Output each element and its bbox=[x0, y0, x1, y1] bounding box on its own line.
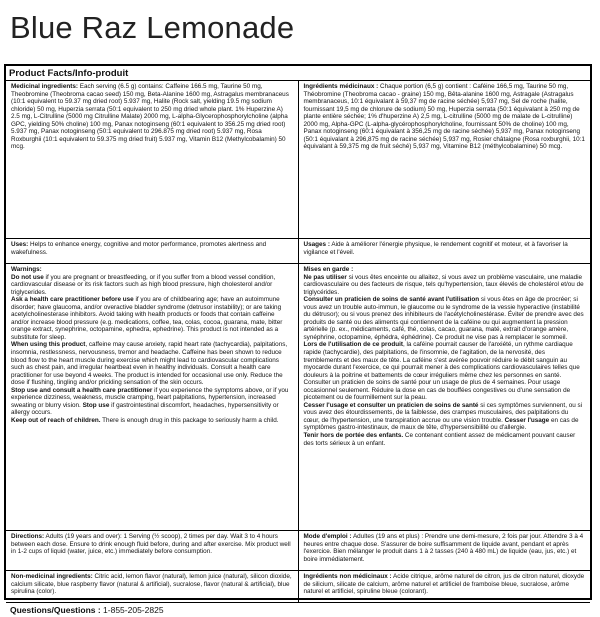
medicinal-ingredients-fr: Ingrédients médicinaux : Chaque portion (6,5 g) contient : Caféine 166,5 mg, Taurine 50 mg, Théobromine (Theobroma cacao - graine) 150 mg, Bêta-alanine 1600 mg, Astragale (Astragalus membranaceus, 10:1 équivalant à 59,37 mg de racine séchée) 5,937 mg, Sel de roche (halite, fournissant 19,5 mg de chlorure de sodium) 50 mg, Huperzia serrata (50:1 équivalant à 250 mg de plante entière séchée; 1% d'huperzine A) 2,5 mg, L-citrulline (5000 mg de malate de L-citrulline) 2000 mg, Alpha-GPC (L-alpha-glycérophosphorylcholine, fournissant 50% de choline) 100 mg, Panax notoginseng (60:1 équivalant à 356,25 mg de racine séchée) 5,937 mg, Panax notoginseng (50:1 équivalant à 296,875 mg de racine séchée) 5,937 mg, Rosier châtaigne (Rosa roxburghii, 10:1 équivalant à 59,375 mg de fruit séché) 5,937 mg, Vitamine B12 (méthylcobalamine) 50 mcg. bbox=[298, 81, 591, 238]
uses-en: Uses: Helps to enhance energy, cognitive and motor performance, promotes alertness and wakefulness. bbox=[11, 241, 267, 256]
warnings-row bbox=[6, 264, 590, 531]
medicinal-ingredients-row bbox=[6, 81, 590, 239]
non-medicinal-ingredients-row bbox=[6, 571, 590, 603]
medicinal-ingredients-en: Medicinal ingredients: Each serving (6.5 g) contains: Caffeine 166.5 mg, Taurine 50 mg, Theobromine (Theobroma cacao seed) 150 mg, Beta-Alanine 1600 mg, Astragalus membranaceus (10:1 equivalent to 59.37 mg dried root) 5.937 mg, Halite (Rock salt, yielding 19.5 mg sodium chloride) 50 mg, Huperzia serrata (50:1 equivalent to 250 mg dried whole plant. 1% Huperzine A) 2.5 mg, L-Citrulline (5000 mg Citrulline Malate) 2000 mg, L-alpha-Glycerophosphorylcholine (alpha GPC, yielding 50% choline) 100 mg, Panax notoginseng (60:1 equivalent to 356.25 mg dried root) 5.937 mg, Panax notoginseng (50:1 equivalent to 296.875 mg dried root) 5.937 mg, Rosa Roxburghii (10:1 equivalent to 59.375 mg dried fruit) 5.937 mg, Vitamin B12 (Methylcobalamin) 50 mcg. bbox=[11, 83, 289, 151]
product-title: Blue Raz Lemonade bbox=[10, 10, 295, 45]
questions-line: Questions/Questions : 1-855-205-2825 bbox=[10, 605, 164, 615]
questions-row bbox=[6, 603, 590, 617]
directions-en: Directions: Adults (19 years and over): 1 Serving (½ scoop), 2 times per day. Wait 3 to 4 hours between each dose. Ensure to drink enough fluid before, during and after exercise. Mix product well in 1-2 cups of liquid (water, juice, etc.) immediately before consumption. bbox=[11, 533, 291, 556]
directions-row bbox=[6, 531, 590, 571]
warnings-fr: Mises en garde : Ne pas utiliser si vous êtes enceinte ou allaitez, si vous avez un problème vasculaire, une maladie cardiovasculaire ou des facteurs de risque, tels qu'hypertension, taux élevés de cholestérol et/ou de triglycérides. Consulter un praticien de soins de santé avant l'utilisation si vous êtes en âge de procréer; si vous avez un trouble auto-immun, le glaucome ou le syndrome de la vessie hyperactive (instabilité du détrusor); ou si vous prenez des inhibiteurs de l'acétylcholinestérase. Éviter de prendre avec des produits de santé ou des aliments qui contiennent de la caféine ou qui augmentent la pression artérielle (p. ex., médicaments, café, thé, colas, cacao, guarana, maté, extrait d'orange amère, synéphrine, octopamine, éphédra, éphédrine). Ce produit ne vise pas à remplacer le sommeil. Lors de l'utilisation de ce produit, la caféine pourrait causer de l'anxiété, un rythme cardiaque rapide (tachycardie), des palpitations, de l'insomnie, de l'agitation, de la nervosité, des tremblements et des maux de tête. La caféine s'est avérée pouvoir réduire le débit sanguin au myocarde durant l'exercice, ce qui pourrait mener à des complications cardiovasculaires telles que douleurs à la poitrine et battements de cœur irréguliers même chez les personnes en santé. Consulter un praticien de soins de santé pour un usage de plus de 4 semaines. Pour usage occasionnel seulement. Réduire la dose en cas de bouffées congestives ou d'une sensation de picotement ou de fourmillement sur la peau. Cesser l'usage et consulter un praticien de soins de santé si ces symptômes surviennent, ou si vous avez des étourdissements, de la faiblesse, des crampes musculaires, des palpitations du cœur, de l'hypertension, une transpiration accrue ou une vision trouble. Cesser l'usage en cas de symptômes gastro-intestinaux, de maux de tête, d'hypersensibilité ou d'allergie. Tenir hors de portée des enfants. Ce contenant contient assez de médicament pouvant causer des torts sérieux à un enfant. bbox=[298, 264, 591, 530]
panel-heading: Product Facts/Info-produit bbox=[6, 66, 590, 81]
warnings-en: Warnings: Do not use if you are pregnant or breastfeeding, or if you suffer from a blood vessel condition, cardiovascular disease or its risk factors such as high blood pressure, high cholesterol and/or triglycerides. Ask a health care practitioner before use if you are of childbearing age; have an autoimmune disorder; have glaucoma, and/or overactive bladder syndrome (detrusor instability); or are taking acetylcholinesterase inhibitors. Avoid taking with health products or foods that contain caffeine and/or increase blood pressure (e.g. medications, coffee, tea, colas, cocoa, guarana, mate, bitter orange extract, synephrine, octopamine, ephedra, ephedrine). This product is not intended as a substitute for sleep. When using this product, caffeine may cause anxiety, rapid heart rate (tachycardia), palpitations, insomnia, restlessness, nervousness, tremor and headache. Caffeine has been shown to reduce blood flow to the heart muscle during exercise which might lead to cardiovascular complications such as chest pain, and irregular heartbeat even in healthy individuals. Consult a health care practitioner for use beyond 4 weeks. The product is intended for occasional use only. Reduce the dose if flushing, tingling and/or prickling sensation of the skin occurs. Stop use and consult a health care practitioner if you experience the symptoms above, or if you experience dizziness, weakness, muscle cramping, heart palpitations, hypertension, increased sweating or blurry vision. Stop use if gastrointestinal discomfort, headaches, hypersensitivity or allergy occurs. Keep out of reach of children. There is enough drug in this package to seriously harm a child. bbox=[11, 266, 289, 424]
product-facts-panel bbox=[4, 64, 592, 615]
uses-fr: Usages : Aide à améliorer l'énergie physique, le rendement cognitif et moteur, et à favoriser la vigilance et l'éveil. bbox=[298, 239, 591, 263]
directions-fr: Mode d'emploi : Adultes (19 ans et plus) : Prendre une demi-mesure, 2 fois par jour. Attendre 3 à 4 heures entre chaque dose. S'assurer de boire suffisamment de liquide avant, pendant et après l'exercice. Bien mélanger le produit dans 1 à 2 tasses (240 à 480 mL) de liquide (eau, jus, etc.) et boire immédiatement. bbox=[298, 531, 591, 570]
non-medicinal-ingredients-fr: Ingrédients non médicinaux : Acide citrique, arôme naturel de citron, jus de citron naturel, dioxyde de silicium, silicate de calcium, arôme naturel et artificiel de framboise bleue, sucralose, arôme naturel et artificiel, spiruline bleue (colorant). bbox=[298, 571, 591, 602]
non-medicinal-ingredients-en: Non-medicinal ingredients: Citric acid, lemon flavor (natural), lemon juice (natural), silicon dioxide, calcium silicate, blue raspberry flavor (natural & artificial), sucralose, flavor (natural & artificial), blue spirulina (color). bbox=[11, 573, 292, 596]
uses-row bbox=[6, 239, 590, 264]
